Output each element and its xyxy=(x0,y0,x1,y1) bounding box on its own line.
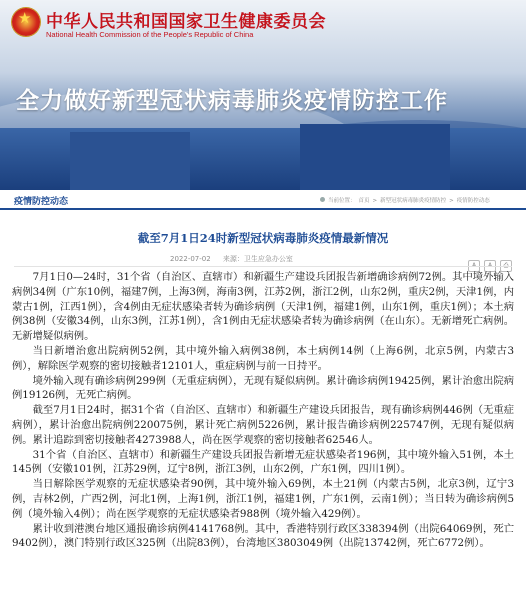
breadcrumb xyxy=(320,196,493,204)
article-paragraph: 当日解除医学观察的无症状感染者90例，其中境外输入69例，本土21例（内蒙古5例，北京3例，辽宁3例，吉林2例，广西2例，河北1例，上海1例，浙江1例，福建1例，广东1例，云南1例）；当日转为确诊病例5例（境外输入4例）；尚在医学观察的无症状感染者988例（境外输入429例）。 xyxy=(12,478,514,520)
divider xyxy=(14,266,512,267)
font-decrease-button[interactable]: A xyxy=(484,260,496,272)
banner-slogan: 全力做好新型冠状病毒肺炎疫情防控工作 xyxy=(16,88,448,114)
star-icon: ★ xyxy=(18,9,32,27)
article-paragraph: 累计收到港澳台地区通报确诊病例4141768例。其中，香港特别行政区338394例（出院64069例，死亡9402例），澳门特别行政区325例（出院83例），台湾地区3803049例（出院13742例，死亡6772例）。 xyxy=(12,522,514,550)
article-tools xyxy=(464,252,512,272)
article-paragraph: 截至7月1日24时，据31个省（自治区、直辖市）和新疆生产建设兵团报告，现有确诊病例446例（无重症病例），累计治愈出院病例220075例，累计死亡病例5226例，累计报告确诊病例225747例，无现有疑似病例。累计追踪到密切接触者4273988人，尚在医学观察的密切接触者62546人。 xyxy=(12,404,514,446)
font-increase-button[interactable]: A xyxy=(468,260,480,272)
breadcrumb-home[interactable]: 首页 xyxy=(358,198,370,204)
breadcrumb-separator: > xyxy=(372,198,378,204)
section-title[interactable]: 疫情防控动态 xyxy=(14,197,69,207)
location-icon xyxy=(320,197,325,202)
article-body xyxy=(12,270,514,551)
org-name-cn[interactable]: 中华人民共和国国家卫生健康委员会 xyxy=(46,12,326,32)
breadcrumb-label: 当前位置： xyxy=(328,198,356,204)
national-emblem-icon[interactable] xyxy=(12,8,40,36)
breadcrumb-current[interactable]: 疫情防控动态 xyxy=(456,198,490,204)
article-paragraph: 当日新增治愈出院病例52例，其中境外输入病例38例，本土病例14例（上海6例，北京5例，内蒙古3例），解除医学观察的密切接触者12101人，重症病例与前一日持平。 xyxy=(12,344,514,372)
print-button[interactable]: ⎙ xyxy=(500,260,512,272)
header-building-graphic xyxy=(300,124,450,190)
article-source: 来源：卫生应急办公室 xyxy=(222,255,293,263)
site-header xyxy=(0,0,526,190)
breadcrumb-separator: > xyxy=(449,198,454,204)
article-paragraph: 7月1日0—24时，31个省（自治区、直辖市）和新疆生产建设兵团报告新增确诊病例72例。其中境外输入病例34例（广东10例，福建7例，上海3例，海南3例，江苏2例，浙江2例，山东2例，重庆2例，天津1例，内蒙古1例，江西1例），含4例由无症状感染者转为确诊病例（天津1例，福建1例，山东1例，重庆1例）；本土病例38例（安徽34例，山东3例，江苏1例），含1例由无症状感染者转为确诊病例（在山东）。无新增死亡病例。无新增疑似病例。 xyxy=(12,271,514,343)
article-date: 2022-07-02 xyxy=(170,255,211,263)
breadcrumb-category[interactable]: 新型冠状病毒肺炎疫情防控 xyxy=(380,198,447,204)
article-meta xyxy=(170,254,303,264)
org-name-en: National Health Commission of the People's Republic of China xyxy=(46,30,254,39)
header-building-graphic xyxy=(70,132,190,190)
article-title: 截至7月1日24时新型冠状病毒肺炎疫情最新情况 xyxy=(137,231,389,245)
article-paragraph: 境外输入现有确诊病例299例（无重症病例），无现有疑似病例。累计确诊病例19425例，累计治愈出院病例19126例，无死亡病例。 xyxy=(12,374,514,402)
article-paragraph: 31个省（自治区、直辖市）和新疆生产建设兵团报告新增无症状感染者196例，其中境外输入51例，本土145例（安徽101例，江苏29例，辽宁8例，浙江3例，山东2例，广东1例，四川1例）。 xyxy=(12,448,514,476)
